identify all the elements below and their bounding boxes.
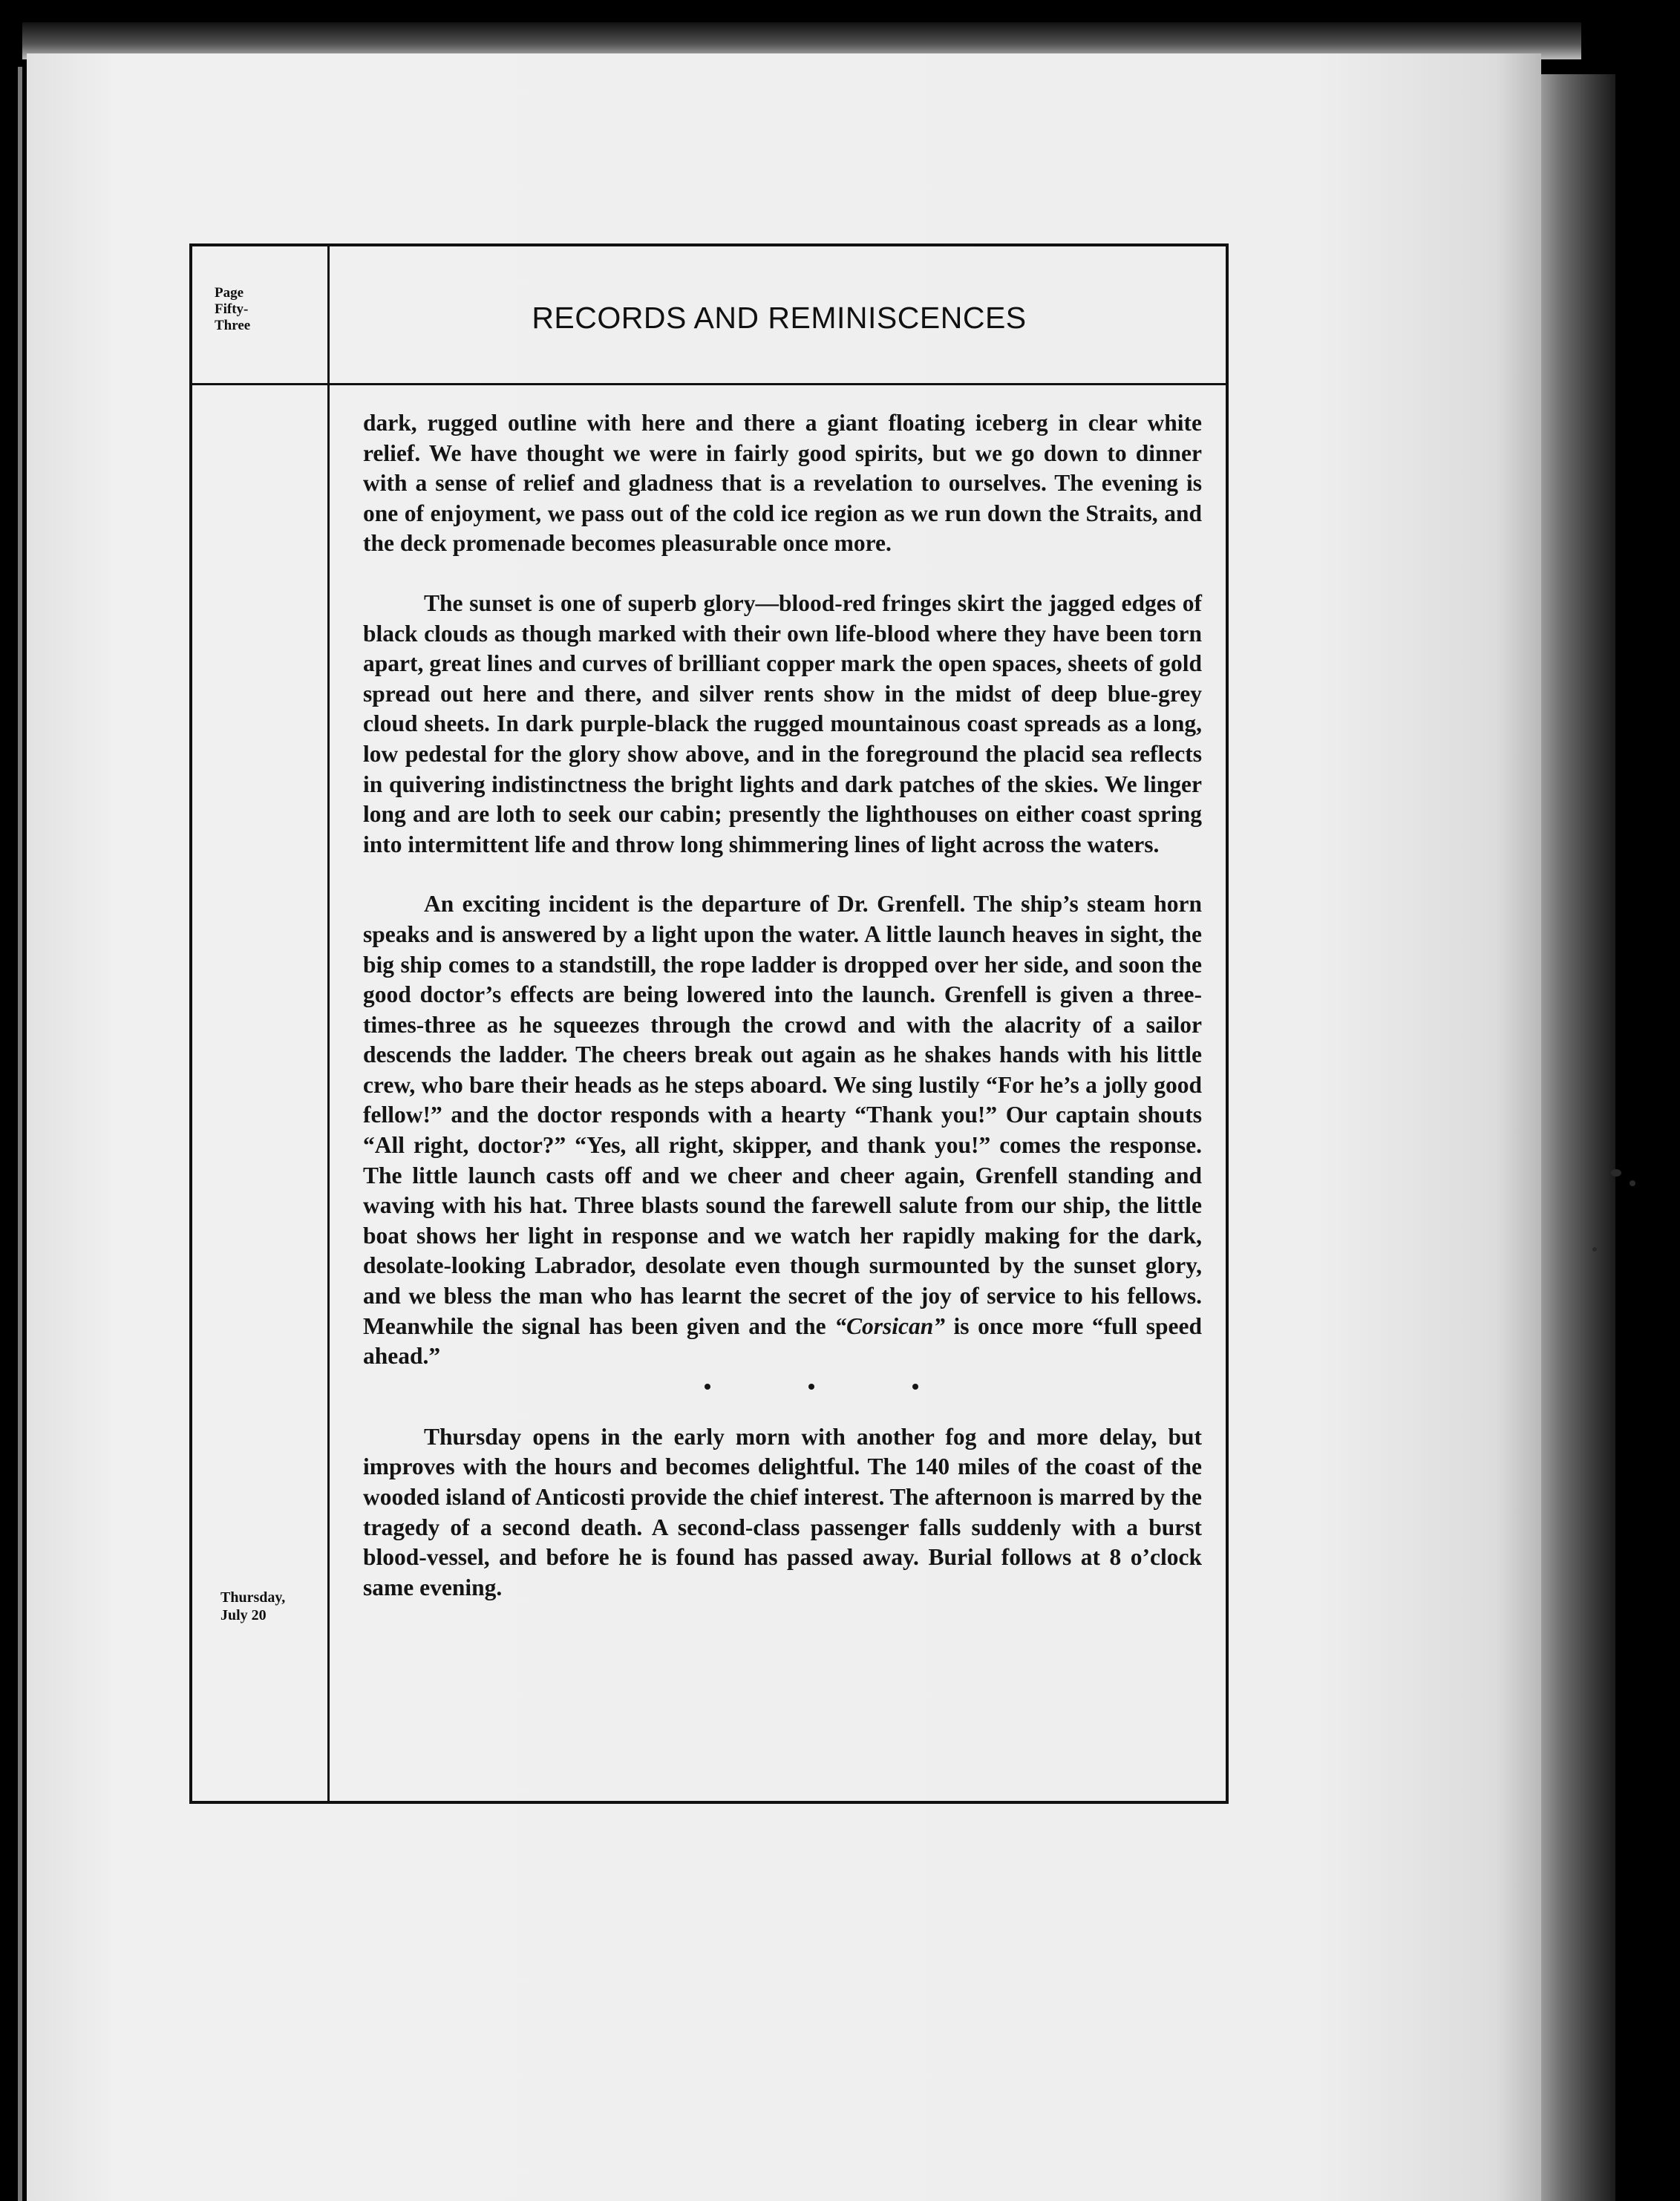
margin-date-line: July 20 <box>220 1607 267 1623</box>
margin-divider <box>327 246 330 1801</box>
section-break <box>363 1372 1202 1416</box>
page-label-line: Fifty- <box>215 301 249 317</box>
section-break-dot <box>705 1384 710 1390</box>
paragraph <box>363 889 1202 1372</box>
paragraph-text-end: is once more “full speed ahead.” <box>363 1312 1202 1370</box>
section-break-dot <box>912 1384 918 1390</box>
page-label-line: Page <box>215 285 244 301</box>
paragraph-text: An exciting incident is the departure of Dr. Grenfell. The ship’s steam horn speaks and is answered by a light upon the water. A little launch heaves in sight, the big ship comes to a standstill, the rope ladder is dropped over her side, and soon the good doctor’s effects are being lowered into the launch. Grenfell is given a three-times-three as he squeezes through the crowd and with the alacrity of a sailor descends the ladder. The cheers break out again as he shakes hands with his little crew, who bare their heads as he steps aboard. We sing lustily “For he’s a jolly good fellow!” and the doctor responds with a hearty “Thank you!” Our captain shouts “All right, doctor?” “Yes, all right, skipper, and thank you!” comes the response. The little launch casts off and we cheer and cheer again, Grenfell standing and waving with his hat. Three blasts sound the farewell salute from our ship, the little boat shows her light in response and we watch her rapidly making for the dark, desolate-looking Labrador, desolate even though surmounted by the sunset glory, and we bless the man who has learnt the secret of the joy of service to his fellows. Meanwhile the signal has been given and the <box>363 891 1202 1339</box>
scan-speck <box>1592 1247 1597 1252</box>
scan-speck <box>1611 1169 1621 1177</box>
margin-date-note <box>220 1589 285 1624</box>
section-break-dot <box>808 1384 814 1390</box>
header-divider <box>192 383 1226 385</box>
book-spine-edge <box>1541 74 1615 2201</box>
running-header: RECORDS AND REMINISCENCES <box>532 300 1027 335</box>
page-label-line: Three <box>215 318 251 333</box>
ship-name: “Corsican” <box>834 1312 945 1339</box>
paragraph: The sunset is one of superb glory—blood-red fringes skirt the jagged edges of black clouds as though marked with their own life-blood where they have been torn apart, great lines and curves of brilliant copper mark the open spaces, sheets of gold spread out here and there, and silver rents show in the midst of deep blue-grey cloud sheets. In dark purple-black the rugged mountainous coast spreads as a long, low pedestal for the glory show above, and in the foreground the placid sea reflects in quivering indistinctness the bright lights and dark patches of the skies. We linger long and are loth to seek our cabin; presently the lighthouses on either coast spring into intermittent life and throw long shimmering lines of light across the waters. <box>363 589 1202 857</box>
paragraph: dark, rugged outline with here and there a giant floating iceberg in clear white relief. We have thought we were in fairly good spirits, but we go down to dinner with a sense of relief and gladness that is a revelation to ourselves. The evening is one of enjoyment, we pass out of the cold ice region as we run down the Straits, and the deck promenade becomes pleasurable once more. <box>363 410 1202 557</box>
body-text <box>363 408 1202 1632</box>
page-number-label <box>215 285 250 334</box>
paragraph: Thursday opens in the early morn with another fog and more delay, but improves with the hours and becomes delightful. The 140 miles of the coast of the wooded island of Anticosti provide the chief interest. The afternoon is marred by the tragedy of a second death. A second-class passenger falls suddenly with a burst blood-vessel, and before he is found has passed away. Burial follows at 8 o’clock same evening. <box>363 1423 1202 1600</box>
scan-left-edge <box>18 67 22 2201</box>
page-frame <box>189 243 1229 1804</box>
margin-date-line: Thursday, <box>220 1589 286 1606</box>
scan-speck <box>1630 1180 1635 1186</box>
